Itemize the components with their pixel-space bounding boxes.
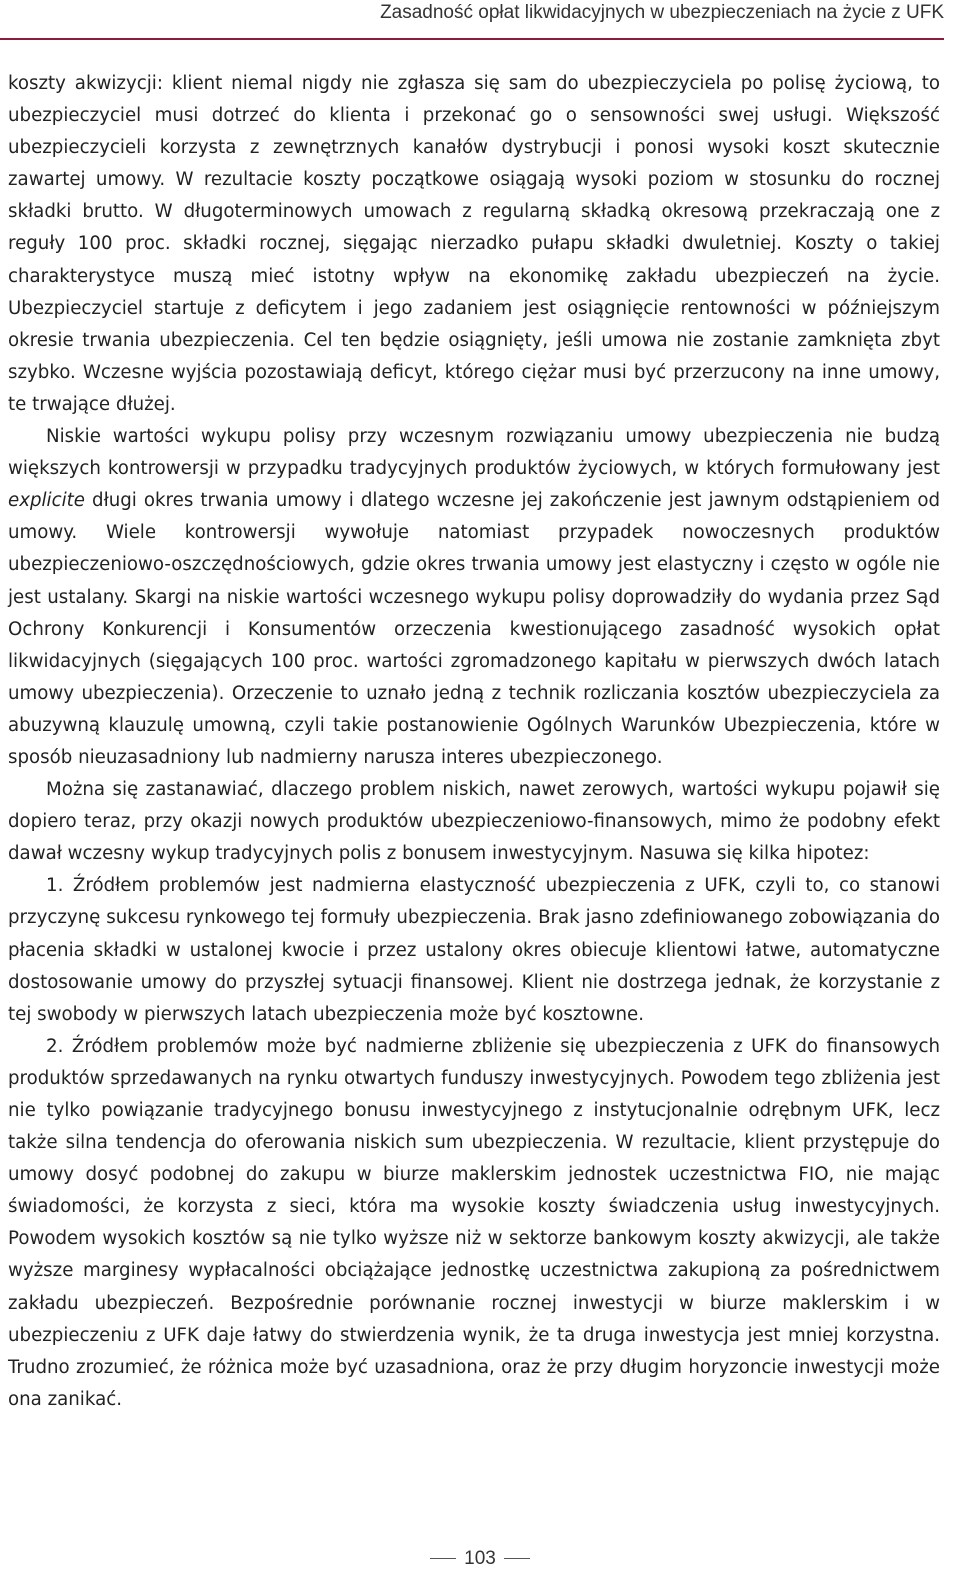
paragraph-text: długi okres trwania umowy i dlatego wczesne jej zakończenie jest jawnym odstąpieniem od umowy. Wiele kontrowersji wywołuje natomiast przypadek nowoczesnych produktów ubezpieczeniowo-oszczędnościowych, gdzie okres trwania umowy jest elastyczny i często w ogóle nie jest ustalany. Skargi na niskie wartości wczesnego wykupu polisy doprowadziły do wydania przez Sąd Ochrony Konkurencji i Konsumentów orzeczenia kwestionującego zasadność wysokich opłat likwidacyjnych (sięgających 100 proc. wartości zgromadzonego kapitału w pierwszych dwóch latach umowy ubezpieczenia). Orzeczenie to uznało jedną z technik rozliczania kosztów ubezpieczyciela za abuzywną klauzulę umowną, czyli takie postanowienie Ogólnych Warunków Ubezpieczenia, które w sposób nieuzasadniony lub nadmierny narusza interes ubezpieczonego. [8, 490, 940, 768]
page-number: 103 [464, 1548, 496, 1569]
paragraph-hypotheses-intro: Można się zastanawiać, dlaczego problem niskich, nawet zerowych, wartości wykupu pojawił się dopiero teraz, przy okazji nowych produktów ubezpieczeniowo-finansowych, mimo że podobny efekt dawał wczesny wykup tradycyjnych polis z bonusem inwestycyjnym. Nasuwa się kilka hipotez: [8, 779, 940, 865]
running-header [0, 0, 944, 40]
paragraph-text: Niskie wartości wykupu polisy przy wczesnym rozwiązaniu umowy ubezpieczenia nie budzą większych kontrowersji w przypadku tradycyjnych produktów życiowych, w których formułowany jest [8, 426, 940, 480]
page-footer [0, 1546, 960, 1572]
paragraph-acquisition-costs: koszty akwizycji: klient niemal nigdy nie zgłasza się sam do ubezpieczyciela po polisę życiową, to ubezpieczyciel musi dotrzeć do klienta i przekonać go o sensowności swej usługi. Większość ubezpieczycieli korzysta z zewnętrznych kanałów dystrybucji i ponosi wysoki koszt skutecznie zawartej umowy. W rezultacie koszty początkowe osiągają wysoki poziom w stosunku do rocznej składki brutto. W długoterminowych umowach z regularną składką okresową przekraczają one z reguły 100 proc. składki rocznej, sięgając nierzadko pułapu składki dwuletniej. Koszty o takiej charakterystyce muszą mieć istotny wpływ na ekonomikę zakładu ubezpieczeń na życie. Ubezpieczyciel startuje z deficytem i jego zadaniem jest osiągnięcie rentowności w późniejszym okresie trwania ubezpieczenia. Cel ten będzie osiągnięty, jeśli umowa nie zostanie zamknięta zbyt szybko. Wczesne wyjścia pozostawiają deficyt, którego ciężar musi być przerzucony na inne umowy, te trwające dłużej. [8, 73, 940, 415]
running-title: Zasadność opłat likwidacyjnych w ubezpieczeniach na życie z UFK [380, 2, 944, 23]
list-item-hypothesis-1: 1. Źródłem problemów jest nadmierna elastyczność ubezpieczenia z UFK, czyli to, co stanowi przyczynę sukcesu rynkowego tej formuły ubezpieczenia. Brak jasno zdefiniowanego zobowiązania do płacenia składki w ustalonej kwocie i przez ustalony okres obiecuje klientowi łatwe, automatyczne dostosowanie umowy do przyszłej sytuacji finansowej. Klient nie dostrzega jednak, że korzystanie z tej swobody w pierwszych latach ubezpieczenia może być kosztowne. [8, 875, 940, 1025]
paragraph-surrender-values [8, 421, 940, 774]
article-body [8, 68, 940, 1416]
italic-term: explicite [8, 490, 85, 512]
list-item-hypothesis-2: 2. Źródłem problemów może być nadmierne zbliżenie się ubezpieczenia z UFK do finansowych produktów sprzedawanych na rynku otwartych funduszy inwestycyjnych. Powodem tego zbliżenia jest nie tylko powiązanie tradycyjnego bonusu inwestycyjnego z instytucjonalnie odrębnym UFK, lecz także silna tendencja do oferowania niskich sum ubezpieczenia. W rezultacie, klient przystępuje do umowy dosyć podobnej do zakupu w biurze maklerskim jednostek uczestnictwa FIO, nie mając świadomości, że korzysta z sieci, która ma wysokie koszty świadczenia usług inwestycyjnych. Powodem wysokich kosztów są nie tylko wyższe niż w sektorze bankowym koszty akwizycji, ale także wyższe marginesy wypłacalności obciążające jednostkę uczestnictwa zakupioną za pośrednictwem zakładu ubezpieczeń. Bezpośrednie porównanie rocznej inwestycji w biurze maklerskim i w ubezpieczeniu z UFK daje łatwy do stwierdzenia wynik, że ta druga inwestycja jest mniej korzystna. Trudno zrozumieć, że różnica może być uzasadniona, oraz że przy długim horyzoncie inwestycji może ona zanikać. [8, 1035, 940, 1410]
footer-dash-left [430, 1558, 456, 1559]
footer-dash-right [504, 1558, 530, 1559]
